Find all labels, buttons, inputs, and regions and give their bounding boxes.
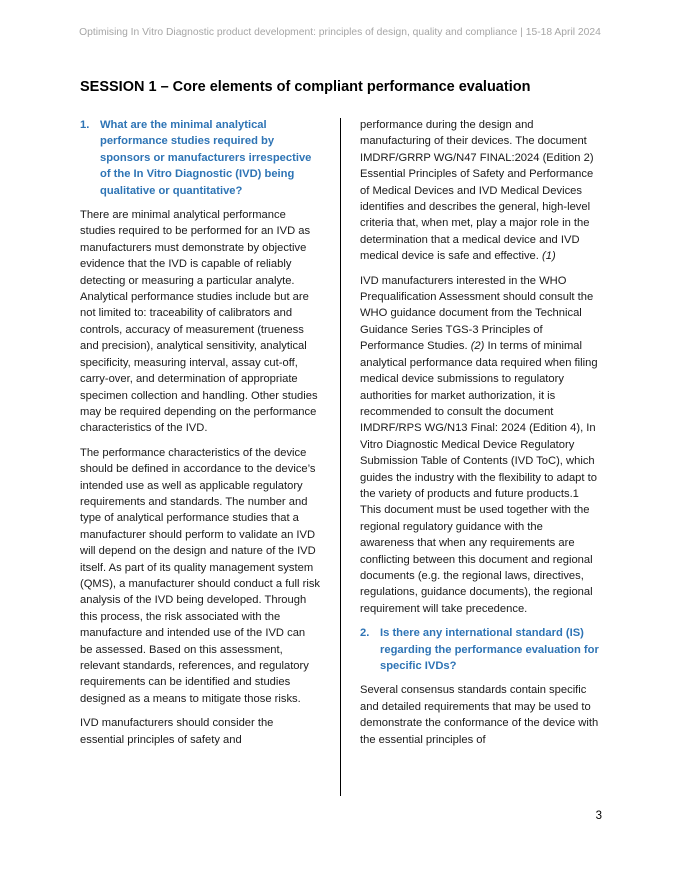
question-2-number: 2.: [360, 627, 370, 640]
question-1-number: 1.: [80, 119, 90, 131]
paragraph-imdrf-text: performance during the design and manufacturing of their devices. The document IMDRF/GRRP WG/N47 FINAL:2024 (Edition 2) Essential Principles of Safety and Performance of Medical Devices and IVD Medical Devices identifies and describes the general, high-level criteria that, when met, play a major role in the determination that a medical device and IVD medical device is safe and effective.: [360, 119, 594, 263]
question-2-text: Is there any international standard (IS) regarding the performance evaluation for specific IVDs?: [380, 627, 599, 672]
column-divider: [340, 118, 341, 796]
left-column: [80, 117, 320, 756]
question-1-text: What are the minimal analytical performance studies required by sponsors or manufacturers irrespective of the In Vitro Diagnostic (IVD) being qualitative or quantitative?: [100, 119, 312, 197]
paragraph-who-text-b: In terms of minimal analytical performance data required when filing medical device submissions to regulatory authorities for market authorization, it is recommended to consult the document IMDRF/RPS WG/N13 Final: 2024 (Edition 4), In Vitro Diagnostic Medical Device Regulatory Submission Table of Contents (IVD ToC), which guides the industry with the flexibility to adapt to the variety of products and future products.1 This document must be used together with the regional regulatory guidance with the awareness that when any requirements are conflicting between this document and regional documents (e.g. the regional laws, directives, regulations, guidance documents), the regional requirement will take precedence.: [360, 340, 598, 615]
page-number: 3: [595, 810, 602, 822]
session-title: SESSION 1 – Core elements of compliant performance evaluation: [80, 79, 531, 95]
paragraph-performance-characteristics: The performance characteristics of the device should be defined in accordance to the device’s intended use as well as applicable regulatory requirements and standards. The number and type of analytical performance studies that a manufacturer should perform to validate an IVD will depend on the design and nature of the IVD itself. As part of its quality management system (QMS), a manufacturer should conduct a full risk analysis of the IVD being developed. Through this process, the risk associated with the manufacture and intended use of the IVD can be assessed. Based on this assessment, relevant standards, references, and regulatory requirements can be identified and studies designed as a means to mitigate those risks.: [80, 446, 321, 705]
reference-1: (1): [542, 250, 556, 263]
right-column: [360, 117, 600, 756]
paragraph-who-text-a: IVD manufacturers interested in the WHO Prequalification Assessment should consult the WHO guidance document from the Technical Guidance Series TGS-3 Principles of Performance Studies.: [360, 274, 594, 353]
question-2: [360, 625, 600, 674]
paragraph-analytical-studies: There are minimal analytical performance studies required to be performed for an IVD as manufacturers must demonstrate by objective evidence that the IVD is capable of reliably detecting or measuring a particular analyte. Analytical performance studies include but are not limited to: traceability of calibrators and controls, accuracy of measurement (trueness and precision), analytical sensitivity, analytical specificity, measuring interval, assay cut-off, carry-over, and determination of appropriate specimen collection and handling. Other studies may be required depending on the performance characteristics of the IVD.: [80, 209, 318, 435]
question-1: [80, 117, 320, 199]
paragraph-who-prequalification: [360, 273, 600, 618]
paragraph-consensus-standards: Several consensus standards contain specific and detailed requirements that may be used to demonstrate the conformance of the device with the essential principles of: [360, 684, 599, 746]
reference-2: (2): [470, 340, 485, 353]
paragraph-essential-principles-start: IVD manufacturers should consider the essential principles of safety and: [80, 717, 274, 746]
running-header: Optimising In Vitro Diagnostic product development: principles of design, quality and compliance | 15-18 April 2024: [79, 27, 601, 38]
paragraph-imdrf-essential-principles: [360, 117, 600, 265]
